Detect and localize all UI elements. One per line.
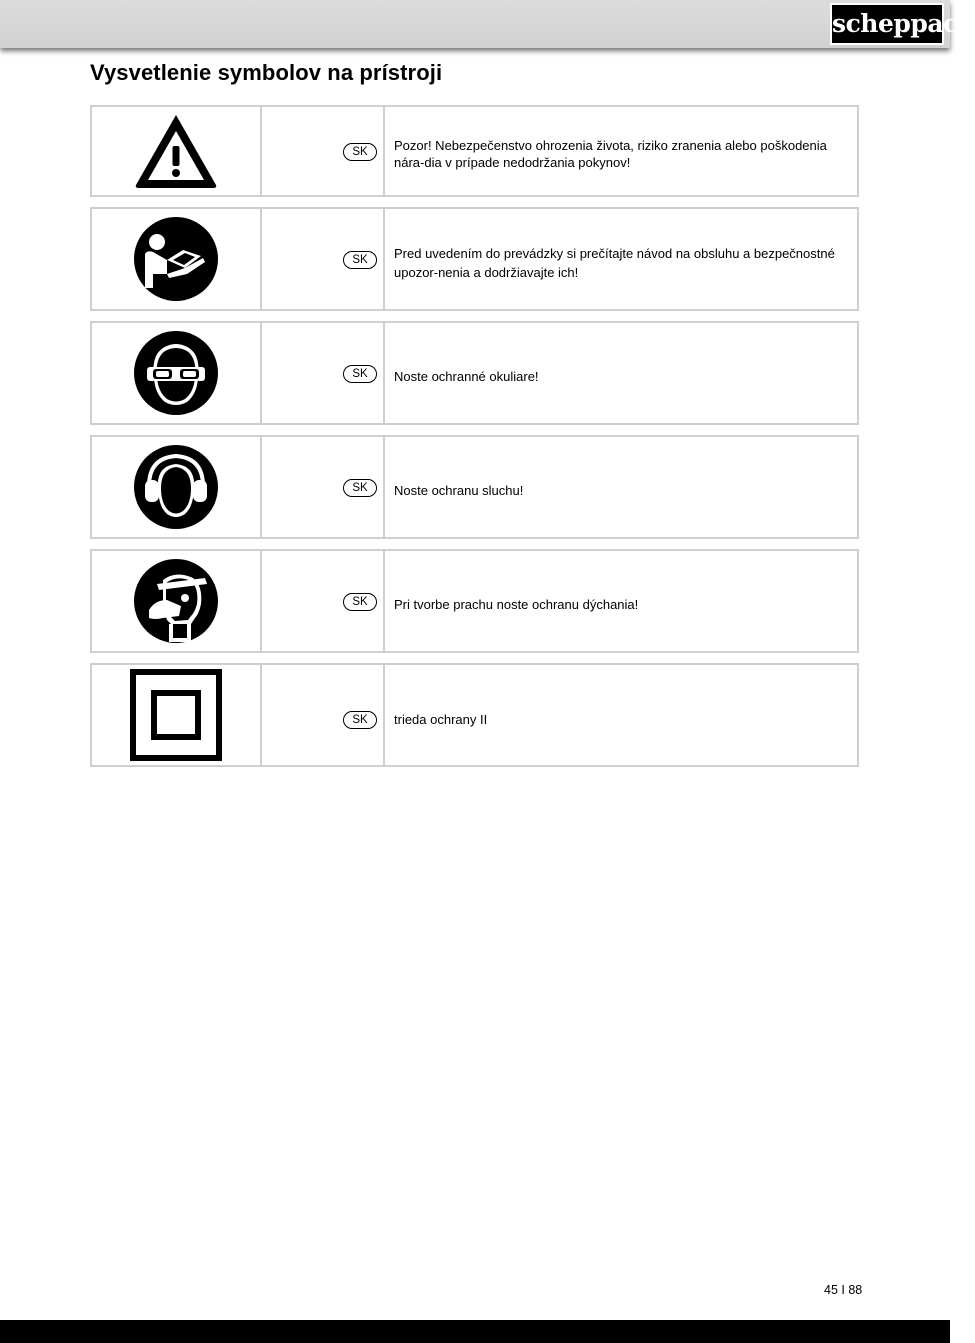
- language-cell: [260, 209, 383, 309]
- symbol-cell: [92, 323, 260, 423]
- footer-bar: [0, 1320, 950, 1343]
- table-row: [90, 549, 859, 653]
- symbol-table: [90, 105, 859, 777]
- symbol-cell: [92, 107, 260, 195]
- language-cell: [260, 665, 383, 765]
- respiratory-mask-icon: [133, 558, 219, 644]
- description-cell: Noste ochranné okuliare!: [383, 323, 857, 423]
- symbol-cell: [92, 551, 260, 651]
- symbol-cell: [92, 665, 260, 765]
- description-cell: Pri tvorbe prachu noste ochranu dýchania!: [383, 551, 857, 651]
- read-manual-icon: [133, 216, 219, 302]
- language-badge: SK: [343, 479, 377, 497]
- symbol-cell: [92, 437, 260, 537]
- language-badge: SK: [343, 365, 377, 383]
- description-cell: trieda ochrany II: [383, 665, 857, 765]
- protection-class-ii-icon: [130, 669, 222, 761]
- language-cell: [260, 107, 383, 195]
- page-number: 45 I 88: [824, 1283, 863, 1297]
- ear-protection-icon: [133, 444, 219, 530]
- table-row: [90, 435, 859, 539]
- description-cell: Pozor! Nebezpečenstvo ohrozenia života, riziko zranenia alebo poškodenia nára-dia v prípade nedodržania pokynov!: [383, 107, 857, 195]
- description-cell: Noste ochranu sluchu!: [383, 437, 857, 537]
- table-row: [90, 321, 859, 425]
- language-badge: SK: [343, 251, 377, 269]
- warning-triangle-icon: [133, 112, 219, 190]
- header-bar: [0, 0, 975, 48]
- language-badge: SK: [343, 143, 377, 161]
- language-badge: SK: [343, 711, 377, 729]
- table-row: [90, 663, 859, 767]
- description-cell: Pred uvedením do prevádzky si prečítajte návod na obsluhu a bezpečnostné upozor-nenia a dodržiavajte ich!: [383, 209, 857, 309]
- language-cell: [260, 323, 383, 423]
- brand-logo: scheppach: [830, 3, 944, 45]
- table-row: [90, 105, 859, 197]
- symbol-cell: [92, 209, 260, 309]
- language-badge: SK: [343, 593, 377, 611]
- language-cell: [260, 437, 383, 537]
- language-cell: [260, 551, 383, 651]
- page-title: Vysvetlenie symbolov na prístroji: [90, 60, 443, 85]
- table-row: [90, 207, 859, 311]
- safety-goggles-icon: [133, 330, 219, 416]
